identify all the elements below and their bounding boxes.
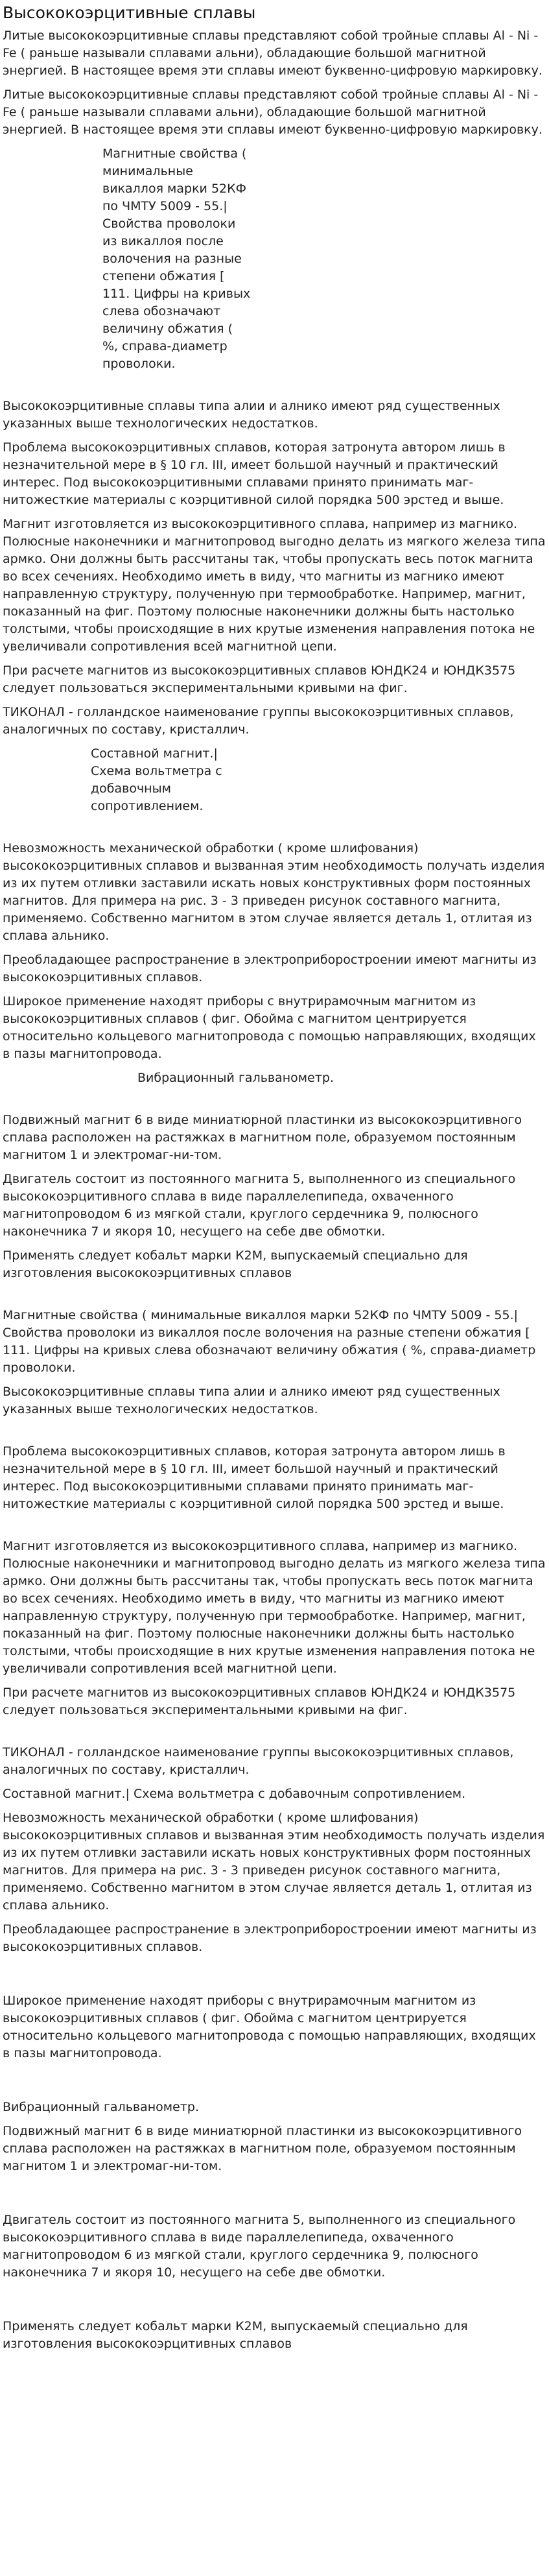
paragraph-inframe-magnet-repeat: Широкое применение находят приборы с внутрирамочным магнитом из высококоэрцитивных сплавов ( фиг. Обойма с магнитом центрируется относительно кольцевого магнитопровода с помощью направляющих, входящих в пазы магнитопровода.: [3, 1994, 536, 2060]
figure-caption-galvanometer: [3, 1069, 546, 1087]
paragraph-vikalloy-properties: Магнитные свойства ( минимальные викаллоя марки 52КФ по ЧМТУ 5009 - 55.| Свойства проволоки из викаллоя после волочения на разные степени обжатия [ 111. Цифры на кривых слева обозначают величину обжатия ( %, справа-диаметр проволоки.: [3, 1308, 536, 1375]
paragraph-alni-alnico-repeat: Высококоэрцитивные сплавы типа алии и алнико имеют ряд существенных указанных выше технологических недостатков.: [3, 1385, 500, 1416]
paragraph-moving-magnet: Подвижный магнит 6 в виде миниатюрной пластинки из высококоэрцитивного сплава расположен на растяжках в магнитном поле, образуемом постоянным магнитом 1 и электромаг-ни-том.: [3, 1113, 522, 1162]
figure-caption-text: Вибрационный гальванометр.: [137, 1071, 334, 1085]
paragraph-moving-magnet-repeat: Подвижный магнит 6 в виде миниатюрной пластинки из высококоэрцитивного сплава расположен на растяжках в магнитном поле, образуемом постоянным магнитом 1 и электромаг-ни-том.: [3, 2124, 522, 2173]
paragraph-problem-repeat: Проблема высококоэрцитивных сплавов, которая затронута автором лишь в незначительной мере в § 10 гл. III, имеет большой научный и практический интерес. Под высококоэрцитивными сплавами принято принимать маг-нитожесткие материалы с коэрцитивной силой порядка 500 эрстед и выше.: [3, 1444, 506, 1511]
figure-caption-text: Магнитные свойства ( минимальные викаллоя марки 52КФ по ЧМТУ 5009 - 55.| Свойства проволоки из викаллоя после волочения на разные степени обжатия [ 111. Цифры на кривых слева обозначают величину обжатия ( %, справа-диаметр проволоки.: [102, 147, 251, 371]
paragraph-machining-repeat: Невозможность механической обработки ( кроме шлифования) высококоэрцитивных сплавов и вызванная этим необходимость получать изделия из их путем отливки заставили искать новых конструктивных форм постоянных магнитов. Для примера на рис. 3 - 3 приведен рисунок составного магнита, применяемо. Собственно магнитом в этом случае является деталь 1, отлитая из сплава альнико.: [3, 1811, 545, 1913]
paragraph-prevalence-repeat: Преобладающее распространение в электроприборостроении имеют магниты из высококоэрцитивных сплавов.: [3, 1922, 537, 1954]
paragraph-machining: Невозможность механической обработки ( кроме шлифования) высококоэрцитивных сплавов и вызванная этим необходимость получать изделия из их путем отливки заставили искать новых конструктивных форм постоянных магнитов. Для примера на рис. 3 - 3 приведен рисунок составного магнита, применяемо. Собственно магнитом в этом случае является деталь 1, отлитая из сплава альнико.: [3, 841, 545, 943]
paragraph-intro: Литые высококоэрцитивные сплавы представляют собой тройные сплавы Al - Ni - Fe ( раньше называли сплавами альни), обладающие большой магнитной энергией. В настоящее время эти сплавы имеют буквенно-цифровую маркировку.: [3, 29, 543, 78]
paragraph-problem: Проблема высококоэрцитивных сплавов, которая затронута автором лишь в незначительной мере в § 10 гл. III, имеет большой научный и практический интерес. Под высококоэрцитивными сплавами принято принимать маг-нитожесткие материалы с коэрцитивной силой порядка 500 эрстед и выше.: [3, 440, 506, 507]
figure-caption-composite-magnet: [3, 745, 246, 815]
paragraph-ticonal: ТИКОНАЛ - голландское наименование группы высококоэрцитивных сплавов, аналогичных по составу, кристаллич.: [3, 705, 514, 737]
paragraph-galvanometer: Вибрационный гальванометр.: [3, 2100, 199, 2114]
paragraph-alni-alnico: Высококоэрцитивные сплавы типа алии и алнико имеют ряд существенных указанных выше технологических недостатков.: [3, 399, 500, 431]
figure-caption-text: Составной магнит.| Схема вольтметра с добавочным сопротивлением.: [91, 746, 222, 813]
paragraph-calculation-repeat: При расчете магнитов из высококоэрцитивных сплавов ЮНДК24 и ЮНДК3575 следует пользоваться экспериментальными кривыми на фиг.: [3, 1686, 516, 1717]
paragraph-cobalt-repeat: Применять следует кобальт марки К2М, выпускаемый специально для изготовления высококоэрцитивных сплавов: [3, 2319, 468, 2351]
paragraph-intro-repeat: Литые высококоэрцитивные сплавы представляют собой тройные сплавы Al - Ni - Fe ( раньше называли сплавами альни), обладающие большой магнитной энергией. В настоящее время эти сплавы имеют буквенно-цифровую маркировку.: [3, 88, 543, 137]
paragraph-inframe-magnet: Широкое применение находят приборы с внутрирамочным магнитом из высококоэрцитивных сплавов ( фиг. Обойма с магнитом центрируется относительно кольцевого магнитопровода с помощью направляющих, входящих в пазы магнитопровода.: [3, 994, 536, 1061]
paragraph-motor: Двигатель состоит из постоянного магнита 5, выполненного из специального высококоэрцитивного сплава в виде параллелепипеда, охваченного магнитопроводом 6 из мягкой стали, круглого сердечника 9, полюсного наконечника 7 и якоря 10, несущего на себе две обмотки.: [3, 1172, 516, 1239]
paragraph-cobalt: Применять следует кобальт марки К2М, выпускаемый специально для изготовления высококоэрцитивных сплавов: [3, 1248, 468, 1280]
page-title: Высококоэрцитивные сплавы: [3, 3, 256, 22]
paragraph-magnet-magnico: Магнит изготовляется из высококоэрцитивного сплава, например из магнико. Полюсные наконечники и магнитопровод выгодно делать из мягкого железа типа армко. Они должны быть рассчитаны так, чтобы пропускать весь поток магнита во всех сечениях. Необходимо иметь в виду, что магниты из магнико имеют направленную структуру, полученную при термообработке. Например, магнит, показанный на фиг. Поэтому полюсные наконечники должны быть настолько толстыми, чтобы происходящие в них крутые изменения направления потока не увеличивали сопротивления всей магнитной цепи.: [3, 517, 546, 654]
paragraph-ticonal-repeat: ТИКОНАЛ - голландское наименование группы высококоэрцитивных сплавов, аналогичных по составу, кристаллич.: [3, 1745, 514, 1777]
paragraph-calculation: При расчете магнитов из высококоэрцитивных сплавов ЮНДК24 и ЮНДК3575 следует пользоваться экспериментальными кривыми на фиг.: [3, 663, 516, 695]
paragraph-magnet-magnico-repeat: Магнит изготовляется из высококоэрцитивного сплава, например из магнико. Полюсные наконечники и магнитопровод выгодно делать из мягкого железа типа армко. Они должны быть рассчитаны так, чтобы пропускать весь поток магнита во всех сечениях. Необходимо иметь в виду, что магниты из магнико имеют направленную структуру, полученную при термообработке. Например, магнит, показанный на фиг. Поэтому полюсные наконечники должны быть настолько толстыми, чтобы происходящие в них крутые изменения направления потока не увеличивали сопротивления всей магнитной цепи.: [3, 1539, 546, 1676]
paragraph-motor-repeat: Двигатель состоит из постоянного магнита 5, выполненного из специального высококоэрцитивного сплава в виде параллелепипеда, охваченного магнитопроводом 6 из мягкой стали, круглого сердечника 9, полюсного наконечника 7 и якоря 10, несущего на себе две обмотки.: [3, 2213, 516, 2280]
paragraph-prevalence: Преобладающее распространение в электроприборостроении имеют магниты из высококоэрцитивных сплавов.: [3, 953, 537, 984]
figure-caption-vikalloy: [3, 145, 251, 373]
paragraph-composite-voltmeter: Составной магнит.| Схема вольтметра с добавочным сопротивлением.: [3, 1787, 466, 1801]
